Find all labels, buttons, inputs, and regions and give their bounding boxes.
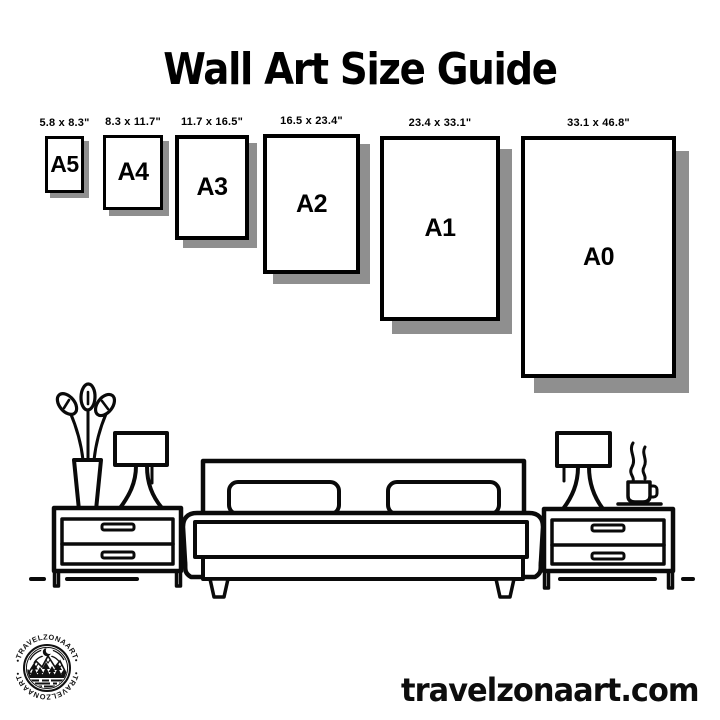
paper-a4-label: A4	[117, 158, 149, 186]
pillow-left	[229, 482, 339, 514]
paper-a2-label: A2	[296, 189, 327, 218]
paper-size-a0	[521, 117, 676, 378]
paper-a5-label: A5	[50, 151, 79, 177]
drawer-handle	[102, 524, 134, 530]
paper-size-a2	[263, 115, 360, 274]
paper-a2-dimensions: 16.5 x 23.4"	[280, 115, 343, 127]
table-lamp-left-icon	[115, 433, 167, 508]
coffee-cup-icon	[618, 443, 661, 504]
drawer-handle	[102, 552, 134, 558]
paper-a5-dimensions: 5.8 x 8.3"	[39, 117, 90, 129]
nightstand-right-icon	[544, 509, 673, 588]
nightstand-left-icon	[54, 508, 181, 586]
paper-size-a5	[39, 117, 90, 193]
paper-a3-label: A3	[196, 173, 228, 201]
paper-a3-dimensions: 11.7 x 16.5"	[180, 116, 244, 128]
paper-a5-sheet	[45, 136, 84, 193]
paper-a4-dimensions: 8.3 x 11.7"	[105, 116, 161, 128]
paper-a1-dimensions: 23.4 x 33.1"	[408, 117, 472, 129]
bed-leg-left	[210, 579, 228, 597]
bedroom-illustration	[0, 380, 720, 612]
page-title: Wall Art Size Guide	[163, 44, 557, 95]
bed-icon	[183, 461, 543, 597]
pillow-right	[388, 482, 499, 514]
logo-text-top: •TRAVELZONAART•	[12, 632, 82, 663]
logo-text-bottom: •TRAVELZONAART•	[12, 671, 82, 702]
plant-vase-icon	[54, 384, 119, 510]
paper-a1-label: A1	[424, 214, 456, 242]
paper-a1-sheet	[380, 136, 500, 321]
paper-a4-sheet	[103, 135, 163, 210]
paper-a0-dimensions: 33.1 x 46.8"	[567, 117, 630, 129]
paper-a3-sheet	[175, 135, 249, 240]
bed-leg-right	[496, 579, 514, 597]
paper-a0-label: A0	[583, 242, 614, 271]
bed-frame	[203, 557, 523, 579]
drawer-handle	[592, 553, 624, 559]
paper-size-a3	[175, 116, 249, 240]
table-lamp-right-icon	[557, 433, 610, 509]
paper-size-a4	[103, 116, 163, 210]
paper-a2-sheet	[263, 134, 360, 274]
mattress-face	[195, 522, 527, 557]
drawer-handle	[592, 525, 624, 531]
paper-a0-sheet	[521, 136, 676, 378]
website-url: travelzonaart.com	[401, 671, 699, 709]
paper-size-a1	[380, 117, 500, 321]
travelzonaart-logo	[7, 626, 87, 708]
